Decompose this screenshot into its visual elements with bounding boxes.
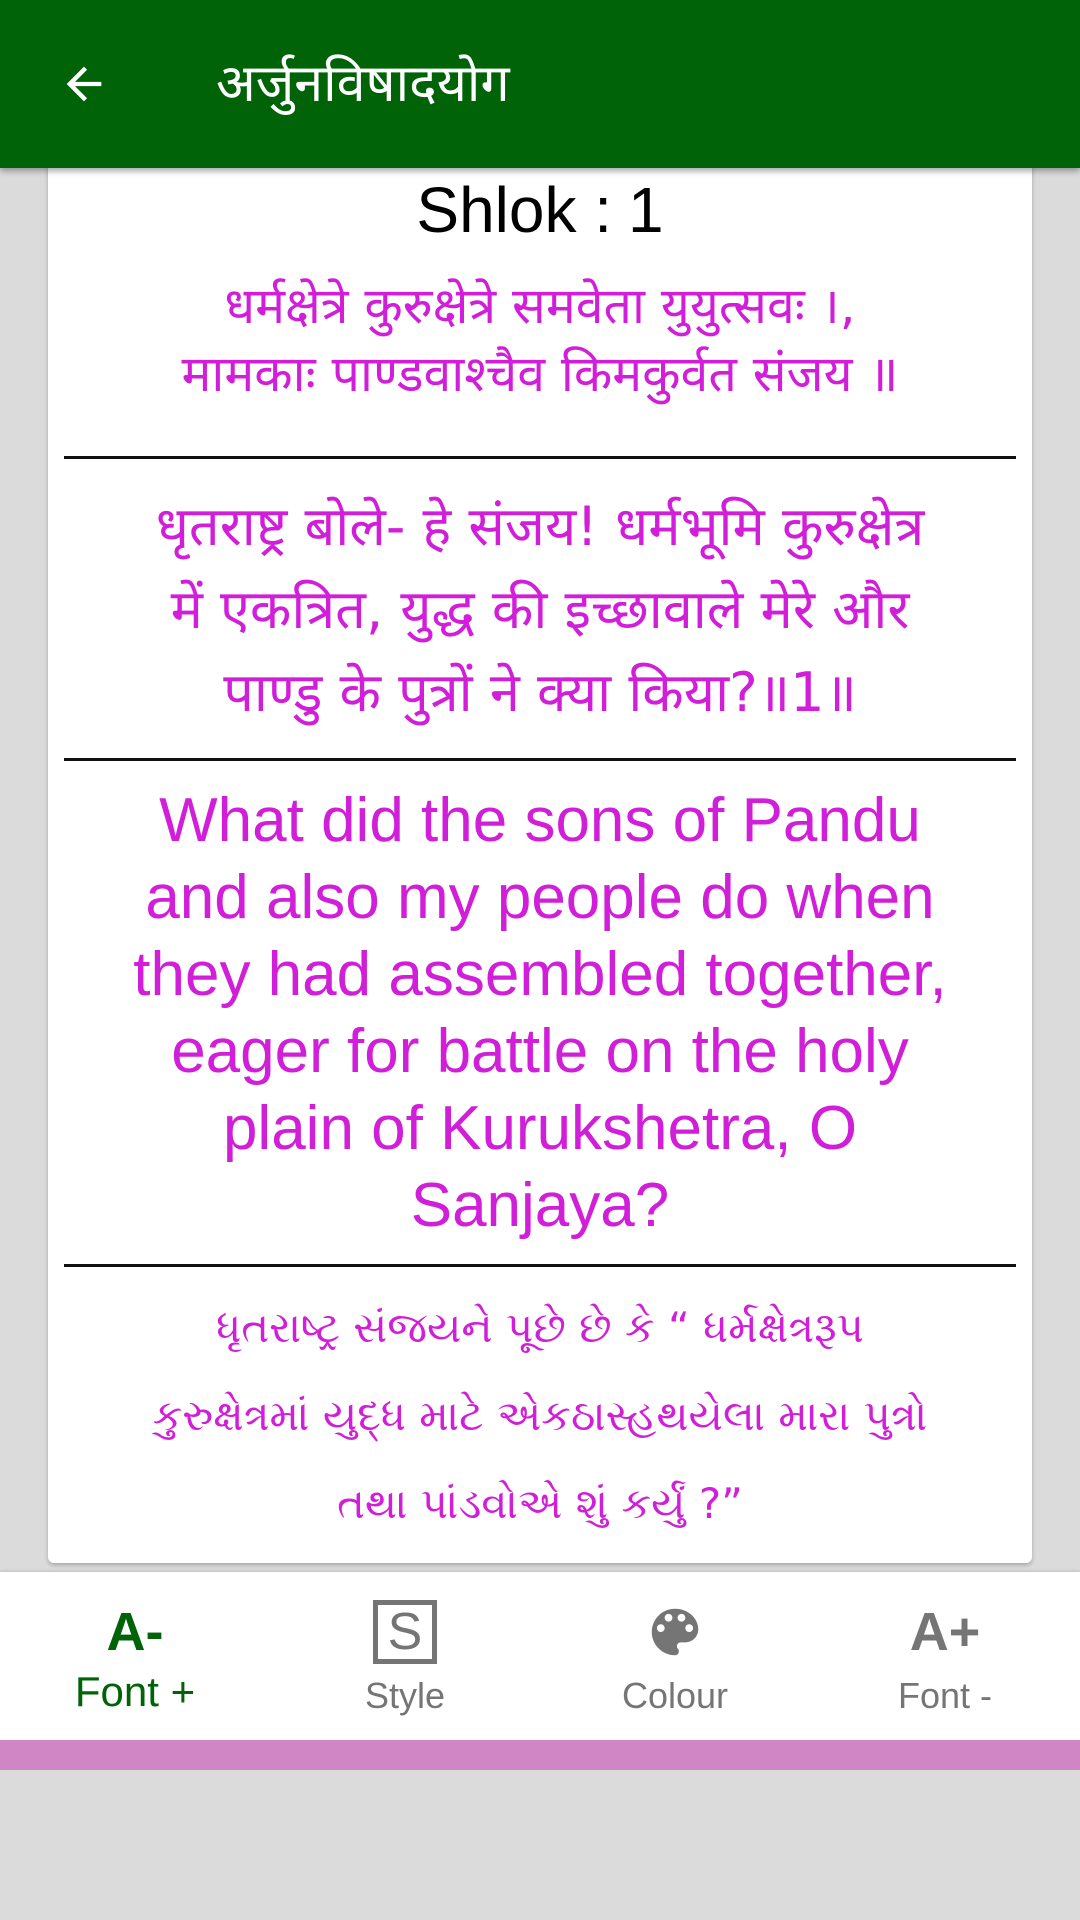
arrow-left-icon — [58, 58, 110, 110]
divider — [64, 1264, 1016, 1267]
nav-label-font-plus: Font + — [74, 1668, 196, 1715]
english-line: What did the sons of Pandu — [159, 786, 921, 855]
colour-button[interactable] — [540, 1572, 810, 1740]
hindi-translation — [48, 485, 1032, 734]
hindi-line: में एकत्रित, युद्ध की इच्छावाले मेरे और — [170, 578, 910, 641]
font-increase-button[interactable] — [810, 1572, 1080, 1740]
gujarati-line: કુરુક્ષેત્રમાં યુદ્ધ માટે એકઠાસ્હથયેલા મારા પુત્રો — [152, 1391, 928, 1440]
style-button[interactable] — [270, 1572, 540, 1740]
english-translation — [48, 782, 1032, 1244]
sanskrit-line: धर्मक्षेत्रे कुरुक्षेत्रे समवेता युयुत्सवः ।, — [224, 277, 856, 335]
sanskrit-verse — [48, 272, 1032, 408]
shlok-card — [48, 160, 1032, 1563]
gujarati-line: તથા પાંડવોએ શું કર્યું ?” — [337, 1479, 743, 1528]
divider — [64, 456, 1016, 459]
english-line: eager for battle on the holy — [171, 1017, 909, 1086]
hindi-line: पाण्डु के पुत्रों ने क्या किया?॥1॥ — [223, 661, 857, 724]
app-bar — [0, 0, 1080, 168]
nav-label-colour: Colour — [621, 1675, 729, 1716]
gujarati-line: ધૃતરાષ્ટ્ર સંજયને પૂછે છે કે “ ધર્મક્ષેત્રરૂપ — [216, 1303, 864, 1352]
font-decrease-button[interactable] — [0, 1572, 270, 1740]
gujarati-translation — [48, 1284, 1032, 1548]
bottom-navigation — [0, 1572, 1080, 1740]
divider — [64, 758, 1016, 761]
english-line: Sanjaya? — [410, 1171, 670, 1240]
shlok-label: Shlok : — [416, 174, 613, 246]
style-icon: S — [373, 1600, 437, 1664]
nav-label-style: Style — [364, 1675, 446, 1716]
font-increase-icon: A+ — [909, 1602, 981, 1662]
palette-icon — [644, 1601, 706, 1663]
back-button[interactable] — [44, 44, 124, 124]
shlok-number: 1 — [628, 174, 664, 246]
font-decrease-icon: A- — [106, 1602, 164, 1662]
english-line: they had assembled together, — [133, 940, 947, 1009]
nav-label-font-minus: Font - — [897, 1675, 993, 1716]
english-line: plain of Kurukshetra, O — [222, 1094, 858, 1163]
shlok-heading — [48, 168, 1032, 252]
sanskrit-line: मामकाः पाण्डवाश्चैव किमकुर्वत संजय ॥ — [181, 345, 899, 403]
hindi-line: धृतराष्ट्र बोले- हे संजय! धर्मभूमि कुरुक्षेत्र — [155, 495, 925, 558]
bottom-strip — [0, 1740, 1080, 1770]
english-line: and also my people do when — [145, 863, 935, 932]
page-title: अर्जुनविषादयोग — [216, 54, 510, 114]
